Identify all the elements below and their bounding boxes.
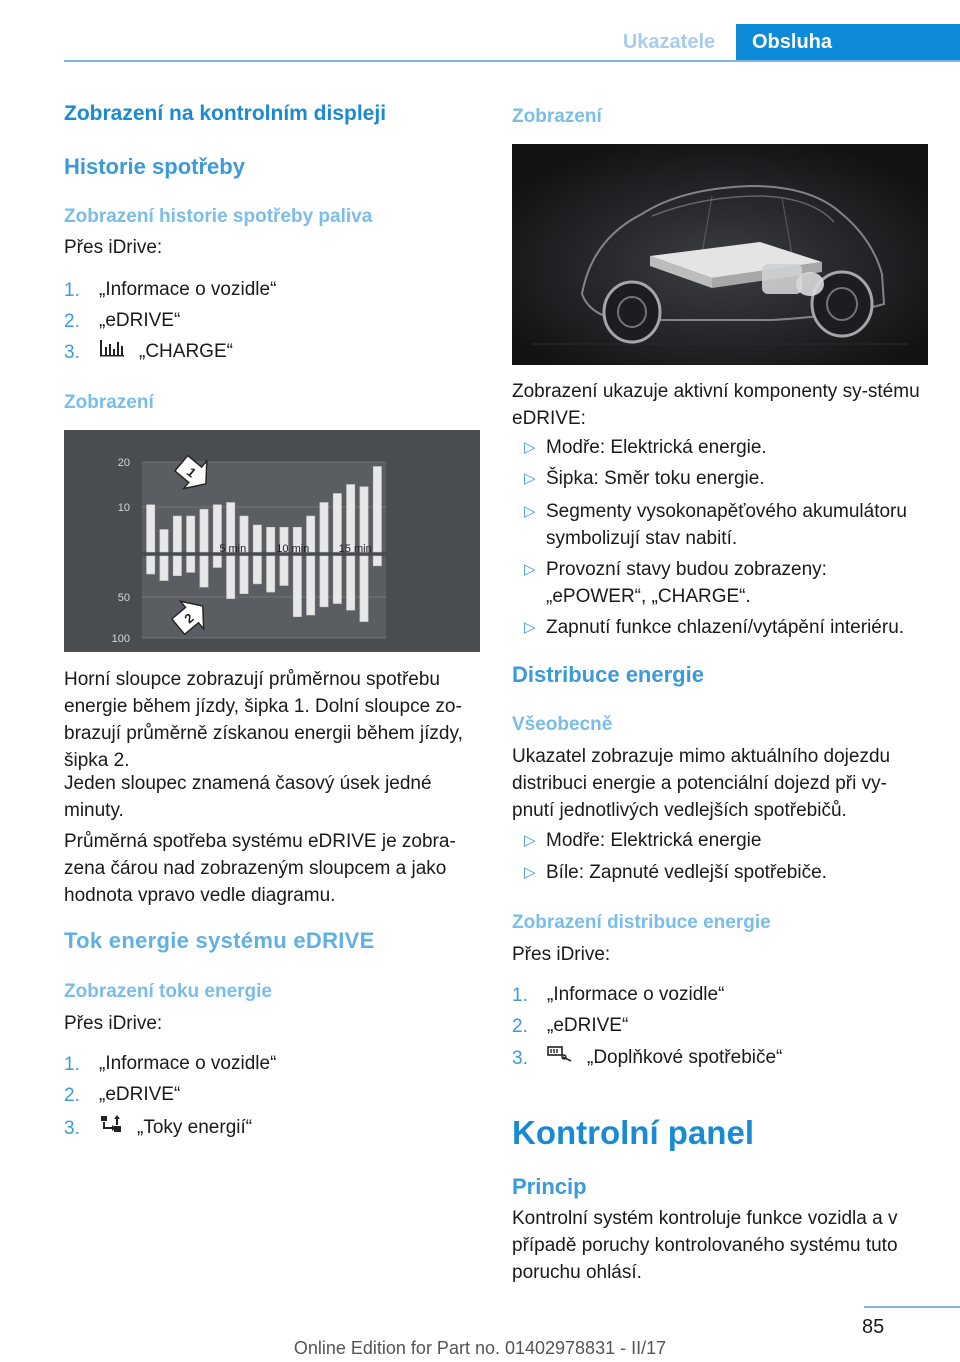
upper-bar (173, 516, 181, 552)
paragraph-components: Zobrazení ukazuje aktivní komponenty sy-stému eDRIVE: (512, 381, 920, 429)
svg-text:1: 1 (183, 464, 200, 481)
lower-bar (213, 556, 221, 567)
heading-distribution-sub: Zobrazení distribuce energie (512, 912, 771, 933)
heading-control-panel: Kontrolní panel (512, 1114, 754, 1151)
bullet-text: Šipka: Směr toku energie. (546, 468, 765, 489)
heading-general: Všeobecně (512, 714, 613, 735)
lower-bar (227, 556, 235, 599)
footer-rule (864, 1306, 960, 1308)
step-text: „Informace o vozidle“ (547, 984, 725, 1005)
step-text-with-icon (547, 1044, 782, 1071)
step-number: 1. (64, 1054, 80, 1075)
upper-bar (147, 505, 155, 552)
bullet-text: Provozní stavy budou zobrazeny: „ePOWER“, „CHARGE“. (546, 559, 827, 607)
lower-bar (187, 556, 195, 572)
bullet-triangle-icon: ▷ (524, 832, 536, 849)
lower-bar (373, 556, 381, 566)
heading-zobrazeni-right: Zobrazení (512, 106, 602, 127)
step-number: 3. (64, 342, 80, 363)
step-label: „Toky energií“ (137, 1117, 253, 1139)
energy-flow-icon (99, 1114, 123, 1142)
step-text-with-icon (99, 338, 233, 365)
tab-obsluha[interactable]: Obsluha (736, 24, 960, 61)
lower-bar (307, 556, 315, 615)
heading-energy-flow-sub: Zobrazení toku energie (64, 981, 272, 1002)
upper-bar (200, 509, 208, 552)
bullet-text: Segmenty vysokonapěťového akumulátoru symbolizují stav nabití. (546, 501, 907, 549)
heading-history: Historie spotřeby (64, 154, 245, 179)
step-text: „eDRIVE“ (99, 310, 181, 331)
heading-distribution: Distribuce energie (512, 662, 704, 687)
step-number: 2. (64, 311, 80, 332)
bullet-triangle-icon: ▷ (524, 619, 536, 636)
lower-bar (240, 556, 248, 594)
via-idrive-text: Přes iDrive: (64, 237, 163, 258)
step-number: 3. (512, 1048, 528, 1069)
upper-bar (373, 467, 381, 553)
heading-display: Zobrazení na kontrolním displeji (64, 102, 387, 125)
edition-note: Online Edition for Part no. 01402978831 - II/17 (293, 1338, 667, 1358)
car-xray-illustration (512, 144, 928, 365)
y-tick-label: 10 (117, 502, 130, 514)
lower-bar (267, 556, 275, 592)
lower-bar (280, 556, 288, 586)
lower-bar (147, 556, 155, 574)
x-tick-label: 10 min (276, 543, 310, 555)
bullet-text: Modře: Elektrická energie. (546, 437, 767, 458)
step-number: 1. (512, 985, 528, 1006)
step-number: 2. (512, 1016, 528, 1037)
lower-bar (347, 556, 355, 610)
upper-bar (253, 525, 261, 552)
bullet-triangle-icon: ▷ (524, 503, 536, 520)
bullet-text: Bíle: Zapnuté vedlejší spotřebiče. (546, 862, 827, 883)
svg-text:2: 2 (181, 610, 197, 627)
bullet-triangle-icon: ▷ (524, 864, 536, 881)
step-text: „eDRIVE“ (99, 1084, 181, 1105)
via-idrive-text: Přes iDrive: (512, 944, 611, 965)
consumption-chart-svg (64, 430, 480, 652)
tab-ukazatele[interactable]: Ukazatele (622, 31, 716, 53)
bullet-text: Zapnutí funkce chlazení/vytápění interiéru. (546, 617, 905, 638)
lower-bar (320, 556, 328, 607)
step-label: „CHARGE“ (139, 341, 233, 362)
step-number: 1. (64, 280, 80, 301)
paragraph-bars-description: Horní sloupce zobrazují průměrnou spotřebu energie během jízdy, šipka 1. Dolní sloupce zo-brazují průměrně získanou energii během jízdy, šipka 2. (64, 669, 463, 771)
upper-bar (187, 516, 195, 552)
bullet-triangle-icon: ▷ (524, 439, 536, 456)
x-tick-label: 15 min (338, 543, 372, 555)
y-tick-label: 100 (111, 633, 130, 645)
heading-energy-flow: Tok energie systému eDRIVE (64, 928, 375, 953)
lower-bar (333, 556, 341, 604)
heading-history-sub: Zobrazení historie spotřeby paliva (64, 206, 373, 227)
page-number: 85 (862, 1316, 885, 1338)
paragraph-principle: Kontrolní systém kontroluje funkce vozidla a v případě poruchy kontrolovaného systému tuto poruchu ohlásí. (512, 1208, 898, 1283)
upper-bar (267, 527, 275, 552)
heading-principle: Princip (512, 1174, 587, 1199)
lower-bar (360, 556, 368, 622)
y-tick-label: 20 (117, 457, 130, 469)
upper-bar (160, 530, 168, 553)
lower-bar (173, 556, 181, 576)
step-number: 2. (64, 1085, 80, 1106)
paragraph-bar-minute: Jeden sloupec znamená časový úsek jedné minuty. (64, 773, 432, 821)
bullet-text: Modře: Elektrická energie (546, 830, 762, 851)
bullet-triangle-icon: ▷ (524, 561, 536, 578)
heading-zobrazeni: Zobrazení (64, 392, 154, 413)
bar-chart-icon (99, 338, 125, 365)
consumers-icon (547, 1044, 573, 1071)
upper-bar (320, 503, 328, 553)
upper-bar (347, 485, 355, 553)
step-text: „Informace o vozidle“ (99, 279, 277, 300)
y-tick-label: 50 (117, 592, 130, 604)
lower-bar (160, 556, 168, 581)
lower-bar (200, 556, 208, 587)
x-tick-label: 5 min (219, 543, 247, 555)
paragraph-average: Průměrná spotřeba systému eDRIVE je zobra-zena čárou nad zobrazeným sloupcem a jako hodnota vpravo vedle diagramu. (64, 831, 456, 906)
step-text-with-icon (99, 1114, 252, 1142)
via-idrive-text: Přes iDrive: (64, 1013, 163, 1034)
header-rule (64, 60, 960, 62)
step-text: „Informace o vozidle“ (99, 1053, 277, 1074)
lower-bar (253, 556, 261, 584)
step-label: „Doplňkové spotřebiče“ (587, 1047, 783, 1068)
consumption-history-chart (64, 430, 480, 652)
lower-bar (293, 556, 301, 617)
bullet-triangle-icon: ▷ (524, 470, 536, 487)
step-number: 3. (64, 1118, 80, 1139)
paragraph-distribution: Ukazatel zobrazuje mimo aktuálního dojezdu distribuci energie a potenciální dojezd při vy-pnutí jednotlivých vedlejších spotřebičů. (512, 746, 891, 821)
car-components-image (512, 144, 928, 365)
step-text: „eDRIVE“ (547, 1015, 629, 1036)
